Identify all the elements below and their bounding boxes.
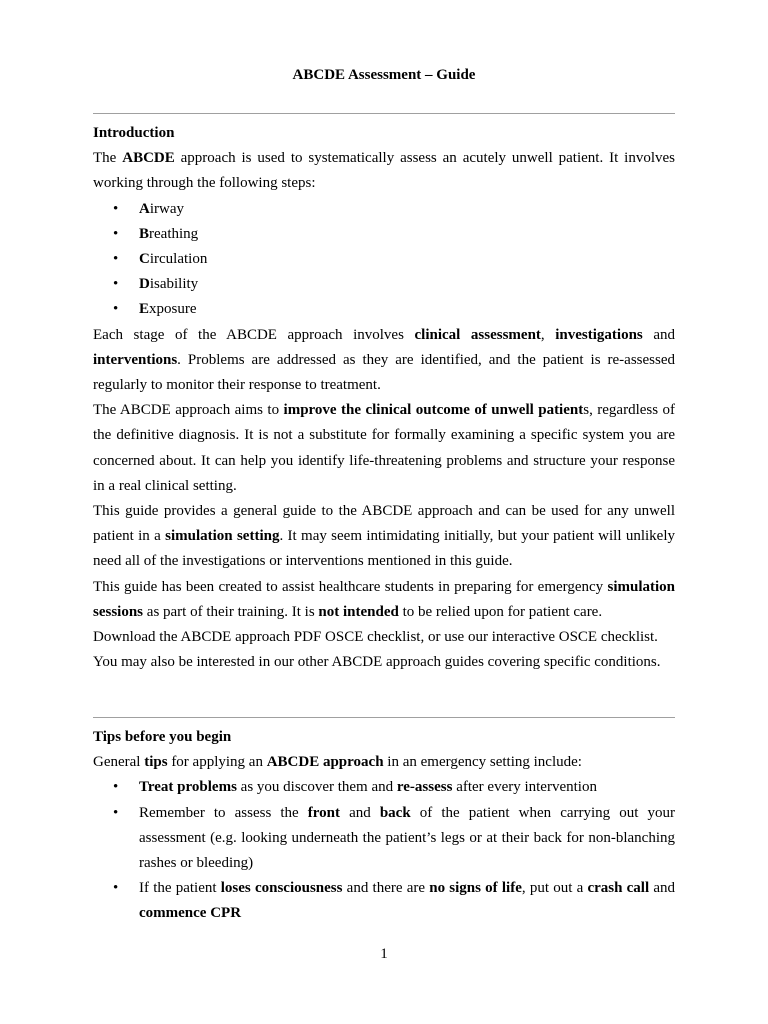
list-item: • Disability [93, 272, 675, 297]
paragraph: This guide has been created to assist healthcare students in preparing for emergency simulation sessions as part of their training. It is not intended to be relied upon for patient care. [93, 578, 675, 620]
list-item: • Breathing [93, 222, 675, 247]
section-heading: Tips before you begin [93, 729, 232, 745]
divider [93, 717, 675, 718]
tips-list [93, 775, 675, 926]
list-item: • Exposure [93, 297, 675, 322]
document-title: ABCDE Assessment – Guide [292, 67, 476, 83]
paragraph: Each stage of the ABCDE approach involves clinical assessment, investigations and interventions. Problems are addressed as they are identified, and the patient is re-assessed regularly to monitor their response to treatment. [93, 326, 676, 394]
introduction-section [93, 121, 675, 675]
page-number: 1 [380, 946, 388, 962]
paragraph: The ABCDE approach aims to improve the clinical outcome of unwell patients, regardless of the definitive diagnosis. It is not a substitute for formally examining a specific system you are concerned about. It can help you identify life-threatening problems and structure your response in a real clinical setting. [93, 402, 676, 494]
list-item: • Remember to assess the front and back of the patient when carrying out your assessment (e.g. looking underneath the patient’s legs or at their back for non-blanching rashes or bleeding) [93, 801, 675, 877]
divider [93, 113, 675, 114]
paragraph: General tips for applying an ABCDE approach in an emergency setting include: [93, 754, 582, 771]
list-item: • If the patient loses consciousness and there are no signs of life, put out a crash call and commence CPR [93, 876, 675, 926]
list-item: • Airway [93, 197, 675, 222]
paragraph: You may also be interested in our other ABCDE approach guides covering specific conditions. [93, 654, 661, 671]
paragraph: Download the ABCDE approach PDF OSCE checklist, or use our interactive OSCE checklist. [93, 629, 658, 646]
tips-section [93, 725, 675, 927]
section-heading: Introduction [93, 125, 175, 141]
paragraph: The ABCDE approach is used to systematically assess an acutely unwell patient. It involves working through the following steps: [93, 150, 676, 192]
paragraph: This guide provides a general guide to the ABCDE approach and can be used for any unwell patient in a simulation setting. It may seem intimidating initially, but your patient will unlikely need all of the investigations or interventions mentioned in this guide. [93, 503, 675, 570]
list-item: • Treat problems as you discover them and re-assess after every intervention [93, 775, 675, 800]
list-item: • Circulation [93, 247, 675, 272]
steps-list [93, 197, 675, 323]
